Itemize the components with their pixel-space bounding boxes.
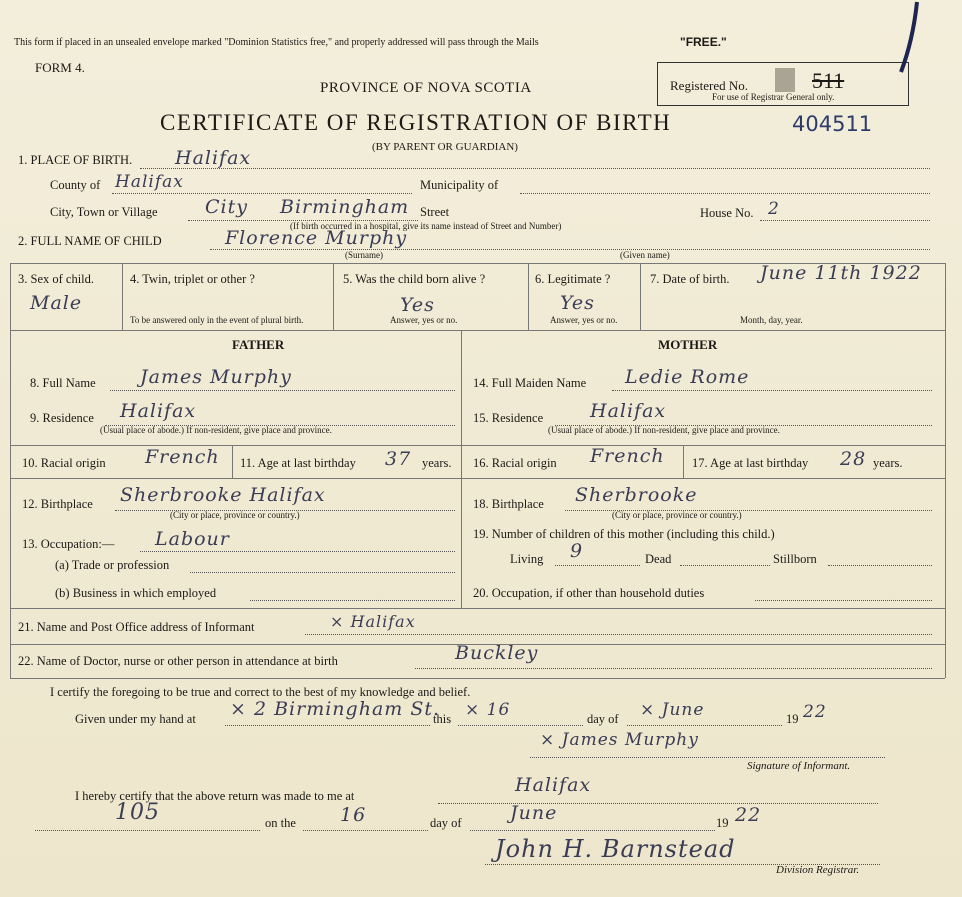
dob-value: June 11th 1922 bbox=[760, 262, 922, 284]
form-number: FORM 4. bbox=[35, 60, 85, 75]
mother-name-value: Ledie Rome bbox=[625, 366, 750, 388]
mother-heading: MOTHER bbox=[658, 337, 718, 352]
mother-years: years. bbox=[873, 456, 903, 470]
alive-label: 5. Was the child born alive ? bbox=[343, 272, 486, 286]
sex-value: Male bbox=[30, 292, 83, 314]
ink-stroke bbox=[895, 0, 925, 80]
father-res-label: 9. Residence bbox=[30, 411, 94, 425]
surname-note: (Surname) bbox=[345, 250, 383, 260]
division-registrar-label: Division Registrar. bbox=[776, 864, 860, 876]
hospital-note: (If birth occurred in a hospital, give its name instead of Street and Number) bbox=[290, 221, 562, 231]
subtitle: (BY PARENT OR GUARDIAN) bbox=[372, 141, 518, 153]
given-hand-label: Given under my hand at bbox=[75, 712, 196, 726]
legit-value: Yes bbox=[560, 292, 595, 314]
mother-bp-note: (City or place, province or country.) bbox=[612, 510, 742, 520]
registered-note: For use of Registrar General only. bbox=[712, 92, 835, 102]
father-name-label: 8. Full Name bbox=[30, 376, 96, 390]
mother-racial-value: French bbox=[590, 445, 665, 467]
mother-birthplace-label: 18. Birthplace bbox=[473, 497, 544, 511]
day-of-label-2: day of bbox=[430, 816, 462, 830]
mother-res-note: (Usual place of abode.) If non-resident, give place and province. bbox=[548, 425, 780, 435]
year-prefix-2: 19 bbox=[716, 816, 729, 830]
twin-label: 4. Twin, triplet or other ? bbox=[130, 272, 255, 286]
father-age-label: 11. Age at last birthday bbox=[240, 456, 356, 470]
mother-res-label: 15. Residence bbox=[473, 411, 544, 425]
given-year-value: 22 bbox=[803, 702, 827, 722]
occupation-label: 13. Occupation:— bbox=[22, 537, 115, 551]
on-month-value: June bbox=[510, 802, 558, 824]
page-title: CERTIFICATE OF REGISTRATION OF BIRTH bbox=[160, 110, 672, 135]
trade-label: (a) Trade or profession bbox=[55, 558, 170, 572]
father-res-value: Halifax bbox=[120, 400, 197, 422]
given-at-value: × 2 Birmingham St. bbox=[230, 698, 441, 720]
on-day-value: 16 bbox=[340, 804, 367, 826]
street-label: Street bbox=[420, 205, 450, 219]
on-year-value: 22 bbox=[735, 804, 762, 826]
dob-label: 7. Date of birth. bbox=[650, 272, 730, 286]
father-racial-label: 10. Racial origin bbox=[22, 456, 106, 470]
legit-note: Answer, yes or no. bbox=[550, 315, 618, 325]
city-value: City bbox=[205, 196, 248, 218]
informant-signature: × James Murphy bbox=[540, 730, 699, 750]
registered-label: Registered No. bbox=[670, 78, 748, 93]
house-value: 2 bbox=[768, 199, 780, 219]
living-label: Living bbox=[510, 552, 544, 566]
occupation-value: Labour bbox=[155, 528, 230, 550]
free-label: "FREE." bbox=[680, 35, 727, 49]
stamp-number: 404511 bbox=[792, 112, 873, 136]
registered-value: 511 bbox=[812, 68, 845, 93]
this-label: this bbox=[433, 712, 452, 726]
province-heading: PROVINCE OF NOVA SCOTIA bbox=[320, 80, 532, 96]
municipality-label: Municipality of bbox=[420, 178, 499, 192]
informant-label: 21. Name and Post Office address of Informant bbox=[18, 620, 255, 634]
dob-note: Month, day, year. bbox=[740, 315, 803, 325]
certify-text: I certify the foregoing to be true and correct to the best of my knowledge and belief. bbox=[50, 685, 471, 699]
county-value: Halifax bbox=[115, 172, 184, 192]
county-label: County of bbox=[50, 178, 101, 192]
return-number-value: 105 bbox=[115, 800, 160, 825]
postal-notice: This form if placed in an unsealed envelope marked "Dominion Statistics free," and properly addressed will pass through the Mails bbox=[14, 37, 539, 48]
doctor-label: 22. Name of Doctor, nurse or other person in attendance at birth bbox=[18, 654, 338, 668]
made-at-value: Halifax bbox=[515, 774, 592, 796]
father-heading: FATHER bbox=[232, 337, 285, 352]
business-label: (b) Business in which employed bbox=[55, 586, 217, 600]
city-label: City, Town or Village bbox=[50, 205, 158, 219]
alive-note: Answer, yes or no. bbox=[390, 315, 458, 325]
father-res-note: (Usual place of abode.) If non-resident, give place and province. bbox=[100, 425, 332, 435]
day-of-label: day of bbox=[587, 712, 619, 726]
legit-label: 6. Legitimate ? bbox=[535, 272, 611, 286]
street-value: Birmingham bbox=[280, 196, 410, 218]
father-bp-note: (City or place, province or country.) bbox=[170, 510, 300, 520]
father-age-value: 37 bbox=[385, 448, 412, 470]
hereby-text: I hereby certify that the above return was made to me at bbox=[75, 789, 355, 803]
sig-informant-label: Signature of Informant. bbox=[747, 760, 851, 772]
on-the-label: on the bbox=[265, 816, 296, 830]
father-birthplace-label: 12. Birthplace bbox=[22, 497, 93, 511]
year-prefix: 19 bbox=[786, 712, 799, 726]
place-of-birth-value: Halifax bbox=[175, 147, 252, 169]
father-years: years. bbox=[422, 456, 452, 470]
alive-value: Yes bbox=[400, 294, 435, 316]
given-month-value: × June bbox=[640, 700, 705, 720]
child-name-label: 2. FULL NAME OF CHILD bbox=[18, 234, 162, 248]
house-label: House No. bbox=[700, 206, 754, 220]
mother-res-value: Halifax bbox=[590, 400, 667, 422]
given-note: (Given name) bbox=[620, 250, 670, 260]
living-value: 9 bbox=[570, 540, 584, 562]
mother-birthplace-value: Sherbrooke bbox=[575, 484, 698, 506]
mother-age-label: 17. Age at last birthday bbox=[692, 456, 809, 470]
sex-label: 3. Sex of child. bbox=[18, 272, 95, 286]
erased-mark bbox=[775, 68, 795, 92]
mother-name-label: 14. Full Maiden Name bbox=[473, 376, 587, 390]
registrar-signature: John H. Barnstead bbox=[495, 835, 736, 863]
mother-age-value: 28 bbox=[840, 448, 867, 470]
child-name-value: Florence Murphy bbox=[225, 227, 408, 249]
father-racial-value: French bbox=[145, 446, 220, 468]
mother-racial-label: 16. Racial origin bbox=[473, 456, 557, 470]
stillborn-label: Stillborn bbox=[773, 552, 817, 566]
mother-occupation-label: 20. Occupation, if other than household duties bbox=[473, 586, 705, 600]
twin-note: To be answered only in the event of plural birth. bbox=[130, 315, 304, 325]
doctor-value: Buckley bbox=[455, 642, 539, 664]
father-name-value: James Murphy bbox=[140, 366, 292, 388]
place-of-birth-label: 1. PLACE OF BIRTH. bbox=[18, 153, 133, 167]
given-day-value: × 16 bbox=[465, 700, 511, 720]
father-birthplace-value: Sherbrooke Halifax bbox=[120, 484, 326, 506]
dead-label: Dead bbox=[645, 552, 672, 566]
children-label: 19. Number of children of this mother (including this child.) bbox=[473, 527, 775, 541]
informant-value: × Halifax bbox=[330, 612, 416, 631]
